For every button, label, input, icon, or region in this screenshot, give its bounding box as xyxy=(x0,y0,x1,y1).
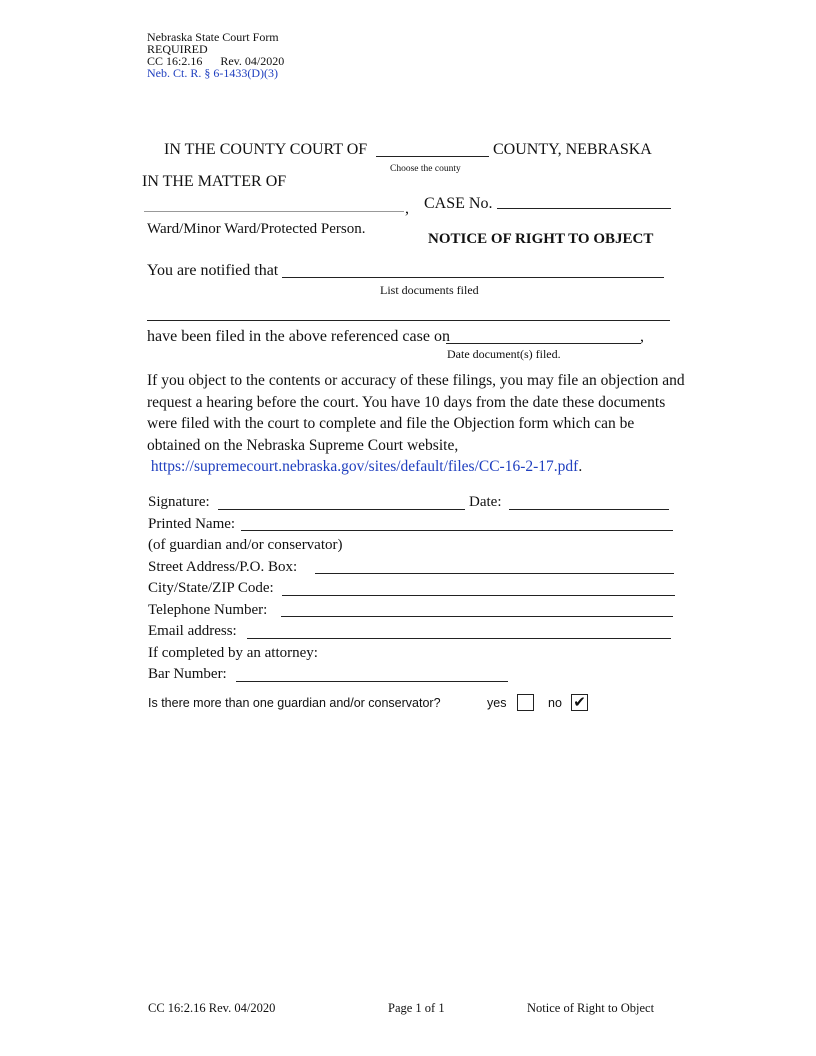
street-label: Street Address/P.O. Box: xyxy=(148,559,298,575)
date-label: Date: xyxy=(469,494,502,510)
page-title: NOTICE OF RIGHT TO OBJECT xyxy=(428,231,654,247)
notified-label: You are notified that xyxy=(147,262,279,279)
objection-form-link[interactable]: https://supremecourt.nebraska.gov/sites/default/files/CC-16-2-17.pdf xyxy=(150,458,579,476)
yes-checkbox[interactable] xyxy=(517,694,534,711)
email-field[interactable] xyxy=(247,638,671,639)
filed-date-field[interactable] xyxy=(446,343,641,344)
attorney-note: If completed by an attorney: xyxy=(148,645,318,661)
ward-label: Ward/Minor Ward/Protected Person. xyxy=(147,221,366,237)
county-hint: Choose the county xyxy=(390,164,461,174)
printed-name-label: Printed Name: xyxy=(148,516,236,532)
yes-label: yes xyxy=(487,696,507,710)
phone-field[interactable] xyxy=(281,616,673,617)
filed-date-comma: , xyxy=(640,328,644,345)
city-field[interactable] xyxy=(282,595,675,596)
objection-paragraph xyxy=(147,370,687,478)
rule-reference: Neb. Ct. R. § 6-1433(D)(3) xyxy=(147,66,278,80)
footer-form-title: Notice of Right to Object xyxy=(527,1001,655,1015)
footer-page-number: Page 1 of 1 xyxy=(388,1001,445,1015)
email-label: Email address: xyxy=(148,623,237,639)
case-no-label: CASE No. xyxy=(424,195,493,212)
phone-label: Telephone Number: xyxy=(148,602,268,618)
form-required: REQUIRED xyxy=(147,42,208,56)
signature-label: Signature: xyxy=(148,494,210,510)
signature-field[interactable] xyxy=(218,509,465,510)
case-no-field[interactable] xyxy=(497,208,671,209)
ward-name-comma: , xyxy=(405,200,409,217)
court-prefix: IN THE COUNTY COURT OF xyxy=(164,141,368,158)
form-number-revision: CC 16:2.16 Rev. 04/2020 xyxy=(147,54,285,68)
no-checkbox[interactable] xyxy=(571,694,588,711)
printed-name-field[interactable] xyxy=(241,530,673,531)
form-source: Nebraska State Court Form xyxy=(147,30,279,44)
checkmark-icon: ✔ xyxy=(573,693,586,711)
guardian-note: (of guardian and/or conservator) xyxy=(148,537,343,553)
documents-field-line-2[interactable] xyxy=(147,320,670,321)
ward-name-field[interactable] xyxy=(144,211,404,212)
bar-number-field[interactable] xyxy=(236,681,508,682)
objection-paragraph-text: If you object to the contents or accuracy of these filings, you may file an objection and request a hearing before the court. You have 10 days from the date these documents were filed with the court to complete and file the Objection form which can be obtained on the Nebraska Supreme Court website, xyxy=(147,372,685,454)
matter-of-label: IN THE MATTER OF xyxy=(142,173,287,190)
street-field[interactable] xyxy=(315,573,674,574)
date-hint: Date document(s) filed. xyxy=(447,347,561,361)
court-suffix: COUNTY, NEBRASKA xyxy=(493,141,652,158)
bar-number-label: Bar Number: xyxy=(148,666,227,682)
date-field[interactable] xyxy=(509,509,669,510)
city-label: City/State/ZIP Code: xyxy=(148,580,274,596)
filed-label: have been filed in the above referenced case on xyxy=(147,328,450,345)
multiple-guardian-question: Is there more than one guardian and/or conservator? xyxy=(148,696,441,710)
documents-hint: List documents filed xyxy=(380,283,479,297)
no-label: no xyxy=(548,696,562,710)
documents-field[interactable] xyxy=(282,277,664,278)
footer-form-number: CC 16:2.16 Rev. 04/2020 xyxy=(148,1001,276,1015)
county-field[interactable] xyxy=(376,156,489,157)
link-period: . xyxy=(578,458,583,476)
